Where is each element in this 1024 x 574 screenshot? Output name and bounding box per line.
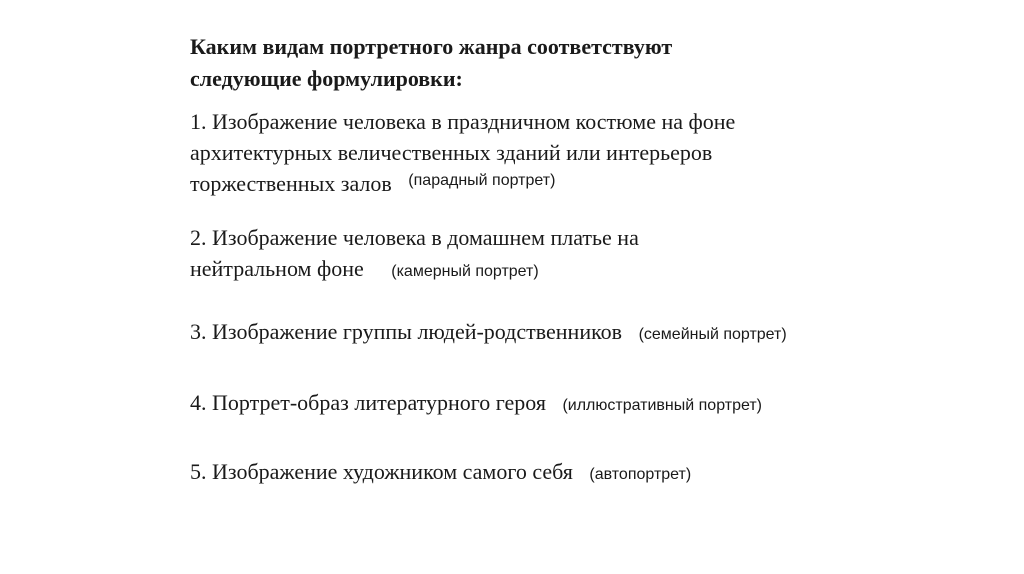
question-item-4 xyxy=(190,387,762,421)
item-4-answer: (иллюстративный портрет) xyxy=(562,397,762,414)
question-item-5 xyxy=(190,456,691,490)
item-2-answer: (камерный портрет) xyxy=(391,263,539,280)
item-1-line-2: архитектурных величественных зданий или интерьеров xyxy=(190,140,713,165)
title-line-2: следующие формулировки: xyxy=(190,66,463,91)
item-1-line-1: 1. Изображение человека в праздничном костюме на фоне xyxy=(190,109,736,134)
item-2-line-2: нейтральном фоне xyxy=(190,256,364,281)
item-1-answer: (парадный портрет) xyxy=(408,172,556,189)
title-line-1: Каким видам портретного жанра соответствуют xyxy=(190,34,673,59)
question-item-3 xyxy=(190,316,787,350)
question-item-1 xyxy=(190,106,735,202)
slide-title xyxy=(190,31,830,95)
item-5-line-1: 5. Изображение художником самого себя xyxy=(190,459,573,484)
item-1-line-3: торжественных залов xyxy=(190,171,392,196)
item-5-answer: (автопортрет) xyxy=(589,466,692,483)
question-item-2 xyxy=(190,222,639,287)
item-4-line-1: 4. Портрет-образ литературного героя xyxy=(190,390,546,415)
item-3-answer: (семейный портрет) xyxy=(638,326,787,343)
item-2-line-1: 2. Изображение человека в домашнем платье на xyxy=(190,225,639,250)
item-3-line-1: 3. Изображение группы людей-родственников xyxy=(190,319,623,344)
